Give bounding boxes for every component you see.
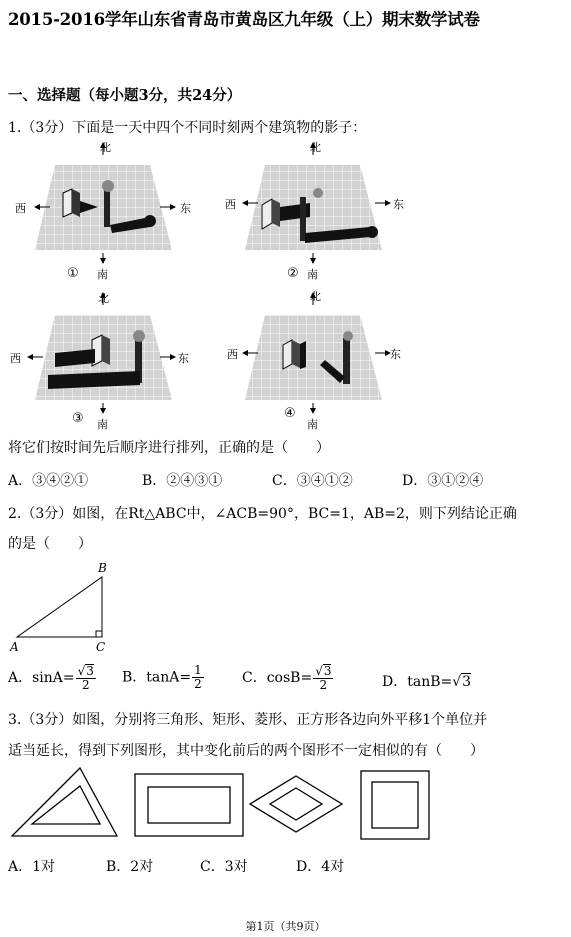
triangle-pair [12,768,117,836]
q2-option-d-radicand: 3 [462,674,472,690]
figure-4 [243,293,390,413]
q2-option-b-numerator: 1 [194,663,202,677]
figure-3 [28,293,175,413]
q1-prompt: 将它们按时间先后顺序进行排列，正确的是（ ） [8,440,330,456]
south-label-3: 南 [97,418,108,431]
q1-stem: 1.（3分）下面是一天中四个不同时刻两个建筑物的影子： [8,120,367,136]
vertex-c-label: C [96,640,106,654]
q1-option-d[interactable]: D．③①②④ [402,473,484,489]
south-label-1: 南 [97,268,108,281]
q2-option-c-prefix: C．cosB= [242,670,313,686]
q3-option-d[interactable]: D．4对 [296,859,345,875]
figure-2 [243,143,390,263]
q2-option-b[interactable] [122,664,204,691]
figure-label-1: ① [67,266,79,281]
east-label-3: 东 [178,352,189,365]
shadow-figures [0,135,571,435]
square-pair [361,771,429,839]
q2-option-d[interactable]: D．tanB=√3 [382,674,472,690]
q2-stem-line2: 的是（ ） [8,536,92,552]
q2-option-c-fraction: $\frac{√3}{2}$ [315,664,332,692]
q2-option-a-denominator: 2 [81,678,90,692]
figure-label-2: ② [287,266,299,281]
similar-shapes-figures [0,766,571,846]
section-heading: 一、选择题（每小题3分，共24分） [8,87,242,104]
q2-option-c-radicand: 3 [323,664,332,678]
q2-option-b-prefix: B．tanA= [122,669,192,686]
rhombus-pair [250,776,342,832]
east-label-2: 东 [393,198,404,211]
q3-stem-line2: 适当延长，得到下列图形，其中变化前后的两个图形不一定相似的有（ ） [8,743,484,759]
west-label-1: 西 [15,202,26,215]
figure-label-4: ④ [284,406,296,421]
north-label-1: 北 [100,141,111,154]
q2-option-a-fraction: $\frac{√3}{2}$ [77,664,94,692]
q2-option-b-fraction [192,664,204,691]
q1-option-c[interactable]: C．③④①② [272,473,353,489]
q2-option-c[interactable] [242,664,333,692]
page-title: 2015-2016学年山东省青岛市黄岛区九年级（上）期末数学试卷 [8,10,480,29]
q3-option-c[interactable]: C．3对 [200,859,248,875]
north-label-2: 北 [310,141,321,154]
south-label-2: 南 [307,268,318,281]
rectangle-pair [135,774,243,836]
q3-option-b[interactable]: B．2对 [106,859,154,875]
q2-option-a-prefix: A．sinA= [8,670,75,686]
north-label-4: 北 [310,290,321,303]
north-label-3: 北 [98,292,109,305]
east-label-4: 东 [390,348,401,361]
q1-option-b[interactable]: B．②④③① [142,473,223,489]
page-footer: 第1页（共9页） [245,920,326,933]
east-label-1: 东 [180,202,191,215]
west-label-4: 西 [227,348,238,361]
figure-1 [35,143,175,263]
q2-option-d-prefix: D．tanB= [382,674,453,690]
vertex-b-label: B [98,561,107,575]
q2-option-a-radicand: 3 [86,664,94,678]
south-label-4: 南 [307,418,318,431]
q3-stem-line1: 3.（3分）如图，分别将三角形、矩形、菱形、正方形各边向外平移1个单位并 [8,712,488,728]
q2-option-a[interactable] [8,664,96,692]
q2-stem-line1: 2.（3分）如图，在Rt△ABC中，∠ACB=90°，BC=1，AB=2，则下列结论正确 [8,506,517,522]
q2-option-b-denominator: 2 [194,677,202,691]
q3-option-a[interactable]: A．1对 [8,859,56,875]
vertex-a-label: A [10,640,19,654]
q1-option-a[interactable]: A．③④②① [8,473,89,489]
figure-label-3: ③ [72,411,84,426]
west-label-3: 西 [10,352,21,365]
west-label-2: 西 [225,198,236,211]
q2-option-c-denominator: 2 [319,678,328,692]
